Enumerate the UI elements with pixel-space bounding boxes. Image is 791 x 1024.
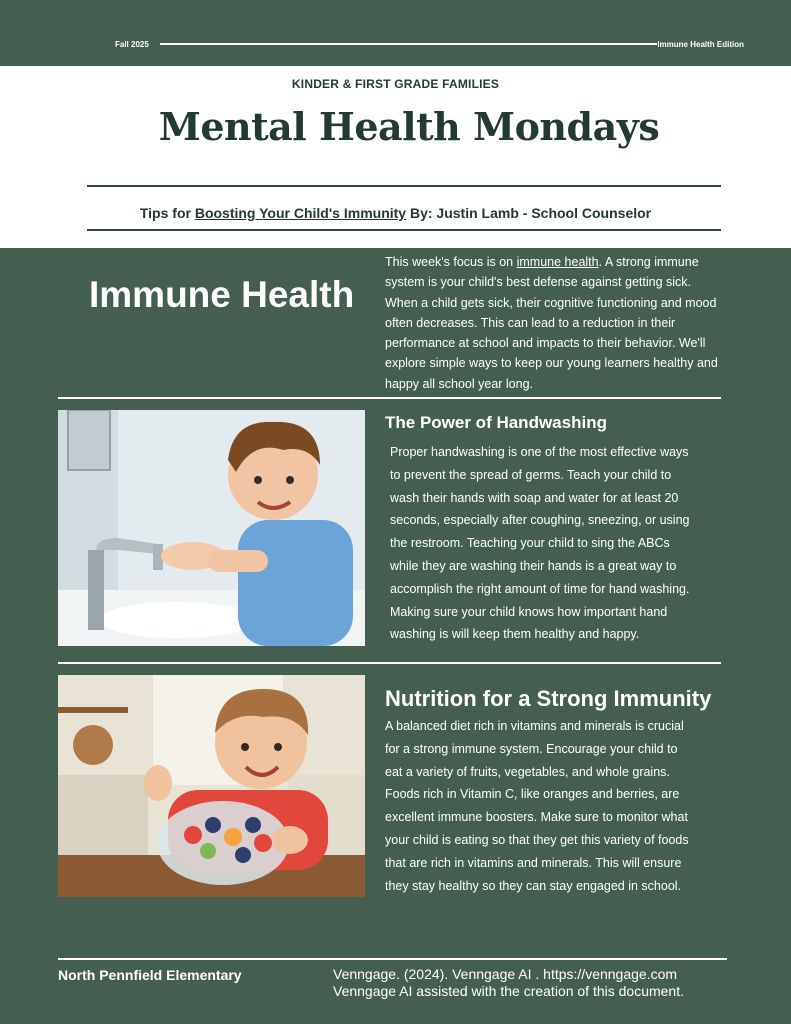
school-name: North Pennfield Elementary xyxy=(58,967,242,983)
nutrition-paragraph: A balanced diet rich in vitamins and minerals is crucial for a strong immune system. Encourage your child to eat a variety of fruits, vegetables, and whole grains. Foods rich in Vitamin C, like oranges and berries, are excellent immune boosters. Make sure to monitor what your child is eating so that they get this variety of foods that are rich in vitamins and minerals. This will ensure they stay healthy so they can stay engaged in school. xyxy=(385,719,689,893)
section-divider xyxy=(58,397,721,399)
audience-label: KINDER & FIRST GRADE FAMILIES xyxy=(291,77,500,91)
edition-label: Immune Health Edition xyxy=(657,40,744,49)
handwashing-heading: The Power of Handwashing xyxy=(385,413,607,432)
nutrition-photo xyxy=(58,675,365,897)
nutrition-heading: Nutrition for a Strong Immunity xyxy=(385,686,712,711)
subtitle-author: By: Justin Lamb - School Counselor xyxy=(406,205,652,221)
issue-season: Fall 2025 xyxy=(115,40,149,49)
top-rule xyxy=(160,43,657,45)
intro-paragraph xyxy=(385,252,725,394)
footer-rule xyxy=(58,958,727,960)
intro-text-rest: . A strong immune system is your child's best defense against getting sick. When a child gets sick, their cognitive functioning and mood often decreases. This can lead to a reduction in their performance at school and impacts to their behavior. We'll explore simple ways to keep our young learners healthy and happy all school year long. xyxy=(385,255,718,391)
credit-line-1: Venngage. (2024). Venngage AI . https://venngage.com xyxy=(333,966,678,982)
immune-health-heading: Immune Health xyxy=(89,274,355,315)
top-bar xyxy=(0,0,791,66)
intro-text-link: immune health xyxy=(516,255,599,269)
credit-line-2: Venngage AI assisted with the creation of this document. xyxy=(333,983,684,999)
header-rule-bottom xyxy=(87,229,721,231)
newsletter-header xyxy=(0,66,791,248)
header-rule-top xyxy=(87,185,721,187)
handwashing-paragraph: Proper handwashing is one of the most effective ways to prevent the spread of germs. Teach your child to wash their hands with soap and water for at least 20 seconds, especially after coughing, sneezing, or using the restroom. Teaching your child to sing the ABCs while they are washing their hands is a great way to accomplish the right amount of time for hand washing. Making sure your child knows how important hand washing is will keep them healthy and happy. xyxy=(390,445,690,642)
intro-text-prefix: This week's focus is on xyxy=(385,255,517,269)
newsletter-title: Mental Health Mondays xyxy=(158,104,660,149)
handwashing-photo xyxy=(58,410,365,646)
newsletter-subtitle xyxy=(0,205,791,221)
section-divider xyxy=(58,662,721,664)
subtitle-prefix: Tips for xyxy=(139,205,195,221)
credit-block xyxy=(333,966,684,1000)
subtitle-topic: Boosting Your Child's Immunity xyxy=(194,205,407,221)
